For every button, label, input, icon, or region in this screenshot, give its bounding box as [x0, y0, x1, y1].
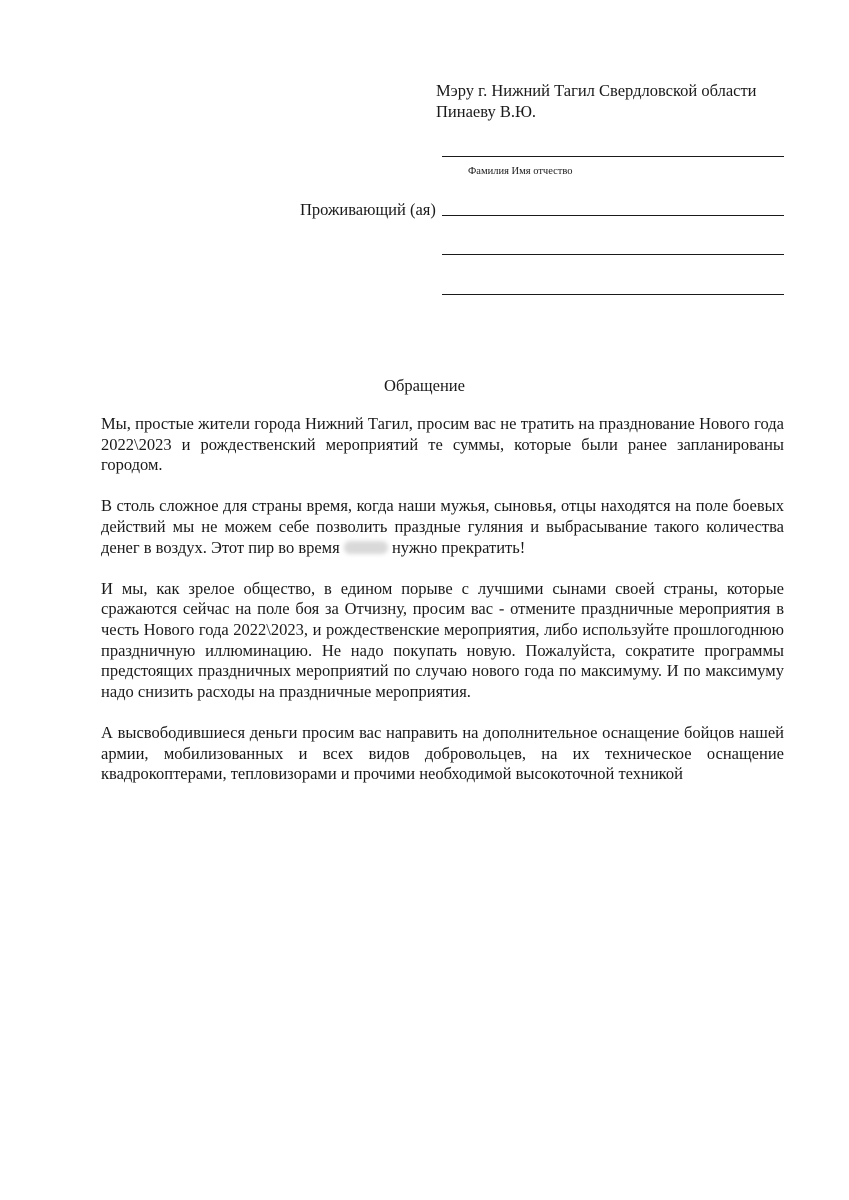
addressee-block: [436, 80, 757, 122]
residing-label: Проживающий (ая): [300, 200, 436, 219]
paragraph-2: [101, 496, 784, 558]
paragraph-2-text-before: В столь сложное для страны время, когда наши мужья, сыновья, отцы находятся на поле боевых действий мы не можем себе позволить праздные гуляния и выбрасывание такого количества денег в воздух. Этот пир во время: [101, 496, 784, 557]
address-line-1: [442, 215, 784, 216]
redacted-word: [344, 541, 388, 554]
paragraph-4: А высвободившиеся деньги просим вас направить на дополнительное оснащение бойцов нашей армии, мобилизованных и всех видов добровольцев, на их техническое оснащение квадрокоптерами, тепловизорами и прочими необходимой высокоточной техникой: [101, 722, 784, 784]
paragraph-1: Мы, простые жители города Нижний Тагил, просим вас не тратить на празднование Нового года 2022\2023 и рождественский мероприятий те суммы, которые были ранее запланированы городом.: [101, 414, 784, 475]
sender-name-line: [442, 156, 784, 157]
address-line-3: [442, 294, 784, 295]
addressee-line-name: Пинаеву В.Ю.: [436, 102, 537, 121]
document-title: Обращение: [384, 376, 465, 395]
paragraph-3: И мы, как зрелое общество, в едином порыве с лучшими сынами своей страны, которые сражаются сейчас на поле боя за Отчизну, просим вас - отмените праздничные мероприятия в честь Нового года 2022\2023, и рождественские мероприятия, либо используйте прошлогоднюю праздничную иллюминацию. Не надо покупать новую. Пожалуйста, сократите программы предстоящих праздничных мероприятий по случаю нового года по максимуму. И по максимуму надо снизить расходы на праздничные мероприятия.: [101, 578, 784, 701]
letter-body: [101, 414, 784, 805]
paragraph-2-text-after: нужно прекратить!: [391, 537, 526, 557]
address-line-2: [442, 254, 784, 255]
addressee-line-mayor: Мэру г. Нижний Тагил Свердловской области: [436, 81, 757, 100]
sender-name-caption: Фамилия Имя отчество: [468, 166, 573, 177]
